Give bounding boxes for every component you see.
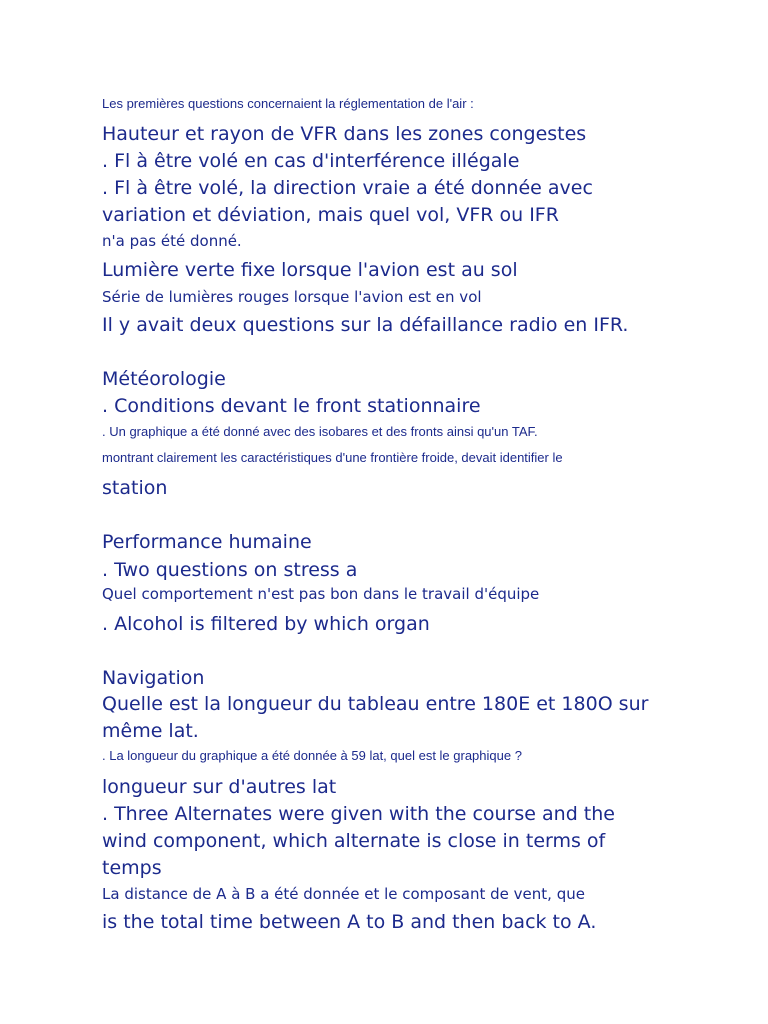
text-line: La distance de A à B a été donnée et le composant de vent, que <box>102 885 585 903</box>
text-line: . Alcohol is filtered by which organ <box>102 613 430 635</box>
text-line: . Three Alternates were given with the course and the <box>102 803 615 825</box>
text-line: . Conditions devant le front stationnaire <box>102 395 481 417</box>
text-line: même lat. <box>102 720 199 742</box>
text-line: variation et déviation, mais quel vol, VFR ou IFR <box>102 204 559 226</box>
text-line: . Fl à être volé en cas d'interférence illégale <box>102 150 520 172</box>
text-line: temps <box>102 857 162 879</box>
section-heading-performance-humaine: Performance humaine <box>102 531 312 553</box>
intro-line: Les premières questions concernaient la réglementation de l'air : <box>102 96 474 111</box>
text-line: longueur sur d'autres lat <box>102 776 337 798</box>
text-line: montrant clairement les caractéristiques d'une frontière froide, devait identifier le <box>102 450 563 465</box>
text-line: . La longueur du graphique a été donnée à 59 lat, quel est le graphique ? <box>102 748 522 763</box>
text-line: Quelle est la longueur du tableau entre 180E et 180O sur <box>102 693 649 715</box>
text-line: . Two questions on stress a <box>102 559 358 581</box>
text-line: . Fl à être volé, la direction vraie a été donnée avec <box>102 177 593 199</box>
section-heading-navigation: Navigation <box>102 667 205 689</box>
text-line: Hauteur et rayon de VFR dans les zones congestes <box>102 123 587 145</box>
text-line: n'a pas été donné. <box>102 232 242 250</box>
section-heading-meteorologie: Météorologie <box>102 368 226 390</box>
text-line: Quel comportement n'est pas bon dans le travail d'équipe <box>102 585 540 603</box>
text-line: Lumière verte fixe lorsque l'avion est au sol <box>102 259 518 281</box>
text-line: Série de lumières rouges lorsque l'avion est en vol <box>102 288 482 306</box>
text-line: . Un graphique a été donné avec des isobares et des fronts ainsi qu'un TAF. <box>102 424 538 439</box>
text-line: station <box>102 477 168 499</box>
text-line: wind component, which alternate is close in terms of <box>102 830 606 852</box>
text-line: is the total time between A to B and then back to A. <box>102 911 597 933</box>
text-line: Il y avait deux questions sur la défaillance radio en IFR. <box>102 314 629 336</box>
